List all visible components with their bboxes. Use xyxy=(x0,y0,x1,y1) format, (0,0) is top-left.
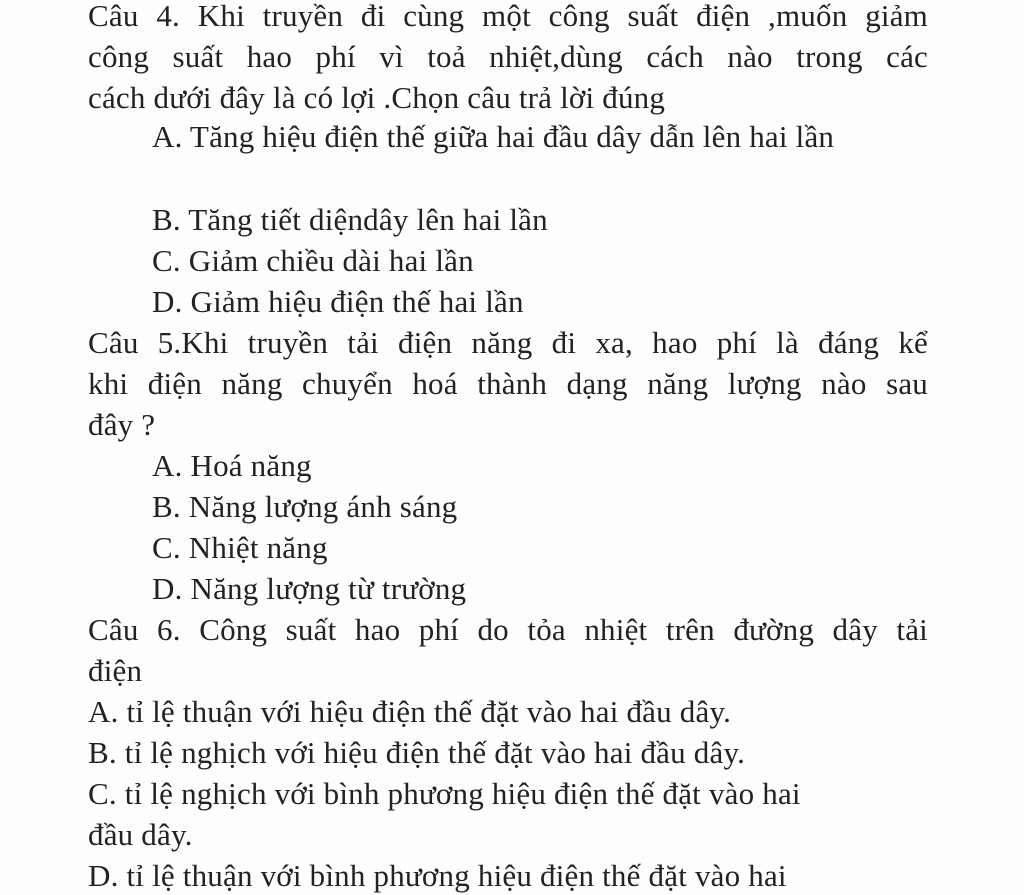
question-6-option-d: D. tỉ lệ thuận với bình phương hiệu điện thế đặt vào hai xyxy=(88,858,787,893)
question-4-option-d: D. Giảm hiệu điện thế hai lần xyxy=(152,284,524,319)
question-4-option-c: C. Giảm chiều dài hai lần xyxy=(152,243,474,278)
question-5-option-d: D. Năng lượng từ trường xyxy=(152,571,467,606)
question-5-line-3: đây ? xyxy=(88,407,156,442)
question-4-line-1: Câu 4. Khi truyền đi cùng một công suất điện ,muốn giảm xyxy=(88,0,928,33)
question-5-line-1: Câu 5.Khi truyền tải điện năng đi xa, hao phí là đáng kể xyxy=(88,325,928,360)
question-5-option-c: C. Nhiệt năng xyxy=(152,530,328,565)
question-4-line-2: công suất hao phí vì toả nhiệt,dùng cách nào trong các xyxy=(88,39,928,74)
question-5-option-b: B. Năng lượng ánh sáng xyxy=(152,489,458,524)
question-6-line-1: Câu 6. Công suất hao phí do tỏa nhiệt trên đường dây tải xyxy=(88,612,928,647)
question-6-option-b: B. tỉ lệ nghịch với hiệu điện thế đặt vào hai đầu dây. xyxy=(88,735,746,770)
question-4-option-a: A. Tăng hiệu điện thế giữa hai đầu dây dẫn lên hai lần xyxy=(152,119,835,154)
question-6-option-c-continued: đầu dây. xyxy=(88,817,193,852)
question-5-line-2: khi điện năng chuyển hoá thành dạng năng lượng nào sau xyxy=(88,366,928,401)
question-4-option-b: B. Tăng tiết diệndây lên hai lần xyxy=(152,202,548,237)
question-6-option-c: C. tỉ lệ nghịch với bình phương hiệu điện thế đặt vào hai xyxy=(88,776,801,811)
question-6-option-a: A. tỉ lệ thuận với hiệu điện thế đặt vào hai đầu dây. xyxy=(88,694,732,729)
question-5-option-a: A. Hoá năng xyxy=(152,448,312,483)
question-4-line-3: cách dưới đây là có lợi .Chọn câu trả lời đúng xyxy=(88,80,666,115)
question-6-line-2: điện xyxy=(88,653,143,688)
